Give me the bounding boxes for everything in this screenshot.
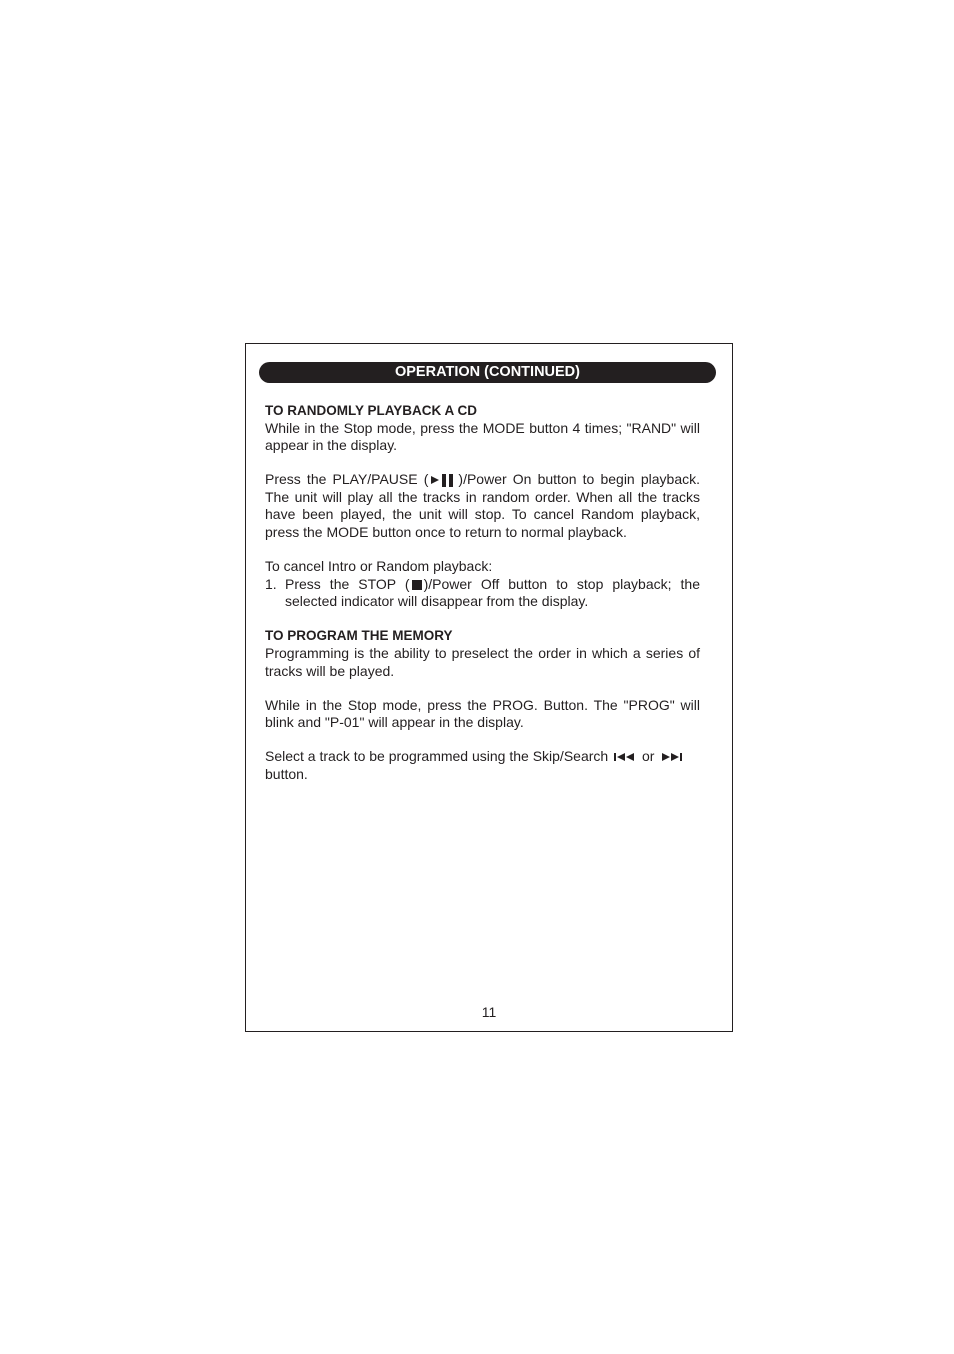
list-item	[265, 576, 700, 611]
page-content	[265, 402, 700, 784]
skip-back-icon	[612, 751, 638, 763]
section-title-program: TO PROGRAM THE MEMORY	[265, 628, 453, 644]
program-paragraph-3: Select a track to be programmed using the Skip/Search or button.	[265, 748, 700, 783]
program-paragraph-2: While in the Stop mode, press the PROG. Button. The "PROG" will blink and "P-01" will appear in the display.	[265, 696, 700, 731]
page-number: 11	[481, 1004, 497, 1020]
section-header-bar	[259, 362, 716, 383]
program-paragraph-1: Programming is the ability to preselect the order in which a series of tracks will be played.	[265, 645, 700, 679]
step-number: 1.	[265, 575, 277, 592]
cancel-intro-text: To cancel Intro or Random playback:	[265, 558, 493, 575]
skip-forward-icon	[658, 751, 684, 763]
section-title-random: TO RANDOMLY PLAYBACK A CD	[265, 403, 478, 418]
random-paragraph-2: Press the PLAY/PAUSE ( )/Power On button to begin playback. The unit will play all the tracks in random order. When all the tracks have been played, the unit will stop. To cancel Random playback, press the MODE button once to return to normal playback.	[265, 471, 701, 541]
page-frame	[245, 343, 733, 1032]
stop-icon	[410, 577, 424, 591]
play-pause-icon	[428, 472, 458, 488]
random-paragraph-1: While in the Stop mode, press the MODE button 4 times; "RAND" will appear in the display.	[265, 419, 700, 454]
header-title: OPERATION (CONTINUED)	[394, 364, 580, 380]
step-text: Press the STOP ( )/Power Off button to stop playback; the selected indicator will disappear from the display.	[285, 575, 700, 610]
